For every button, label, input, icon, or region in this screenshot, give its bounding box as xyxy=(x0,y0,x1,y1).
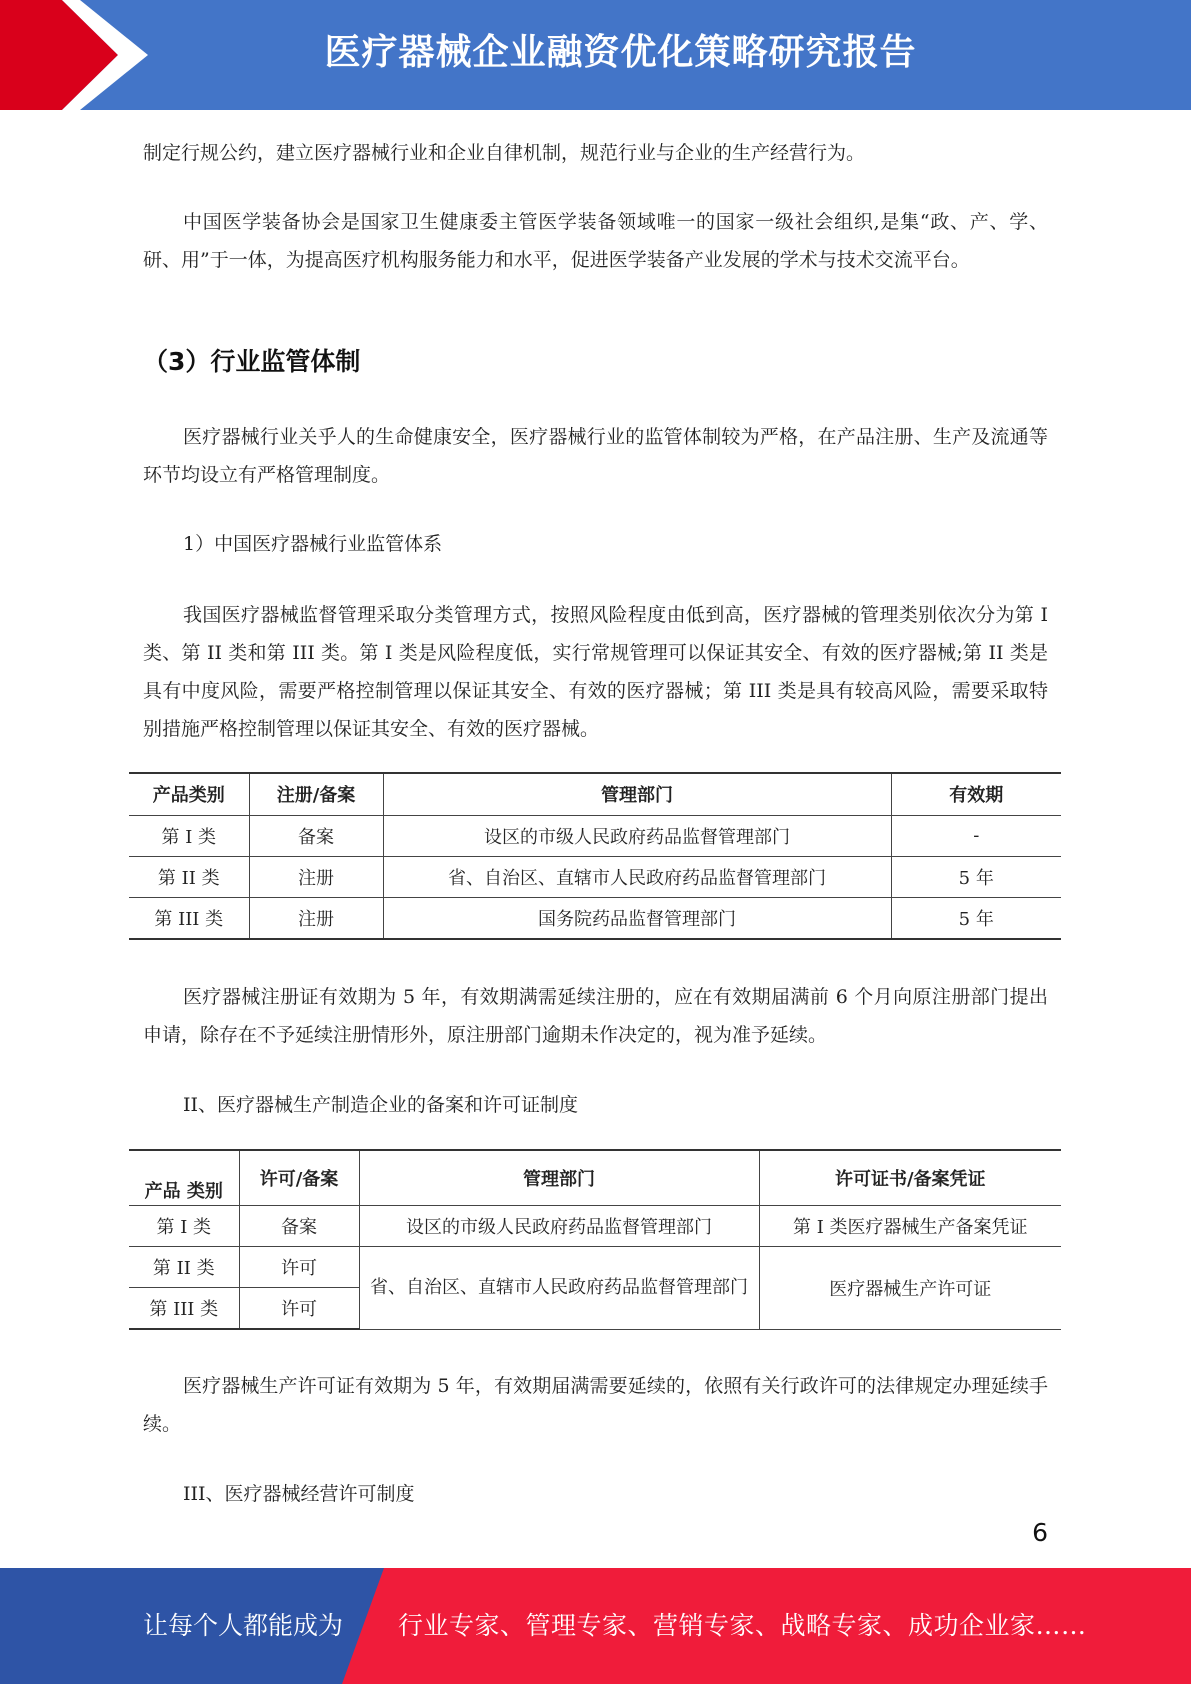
header-arrow-decoration xyxy=(0,0,160,110)
subheading-3: III、医疗器械经营许可制度 xyxy=(183,1483,415,1505)
table-cell: - xyxy=(891,815,1061,856)
table-row xyxy=(129,815,1061,856)
table-cell: 注册 xyxy=(249,856,383,897)
page-header xyxy=(0,0,1191,110)
table-row xyxy=(129,1205,1061,1246)
paragraph-5: 我国医疗器械监督管理采取分类管理方式，按照风险程度由低到高，医疗器械的管理类别依次分为第 I 类、第 II 类和第 III 类。第 I 类是风险程度低，实行常规管理可以保证其安全、有效的医疗器械;第 II 类是具有中度风险，需要严格控制管理以保证其安全、有效的医疗器械；第 III 类是具有较高风险，需要采取特别措施严格控制管理以保证其安全、有效的医疗器械。 xyxy=(143,604,1048,740)
table-cell: 第 I 类 xyxy=(129,815,249,856)
table-row xyxy=(129,1246,1061,1287)
table-header-cell: 管理部门 xyxy=(383,773,891,815)
page-number: 6 xyxy=(1032,1518,1048,1547)
subheading-1: 1）中国医疗器械行业监管体系 xyxy=(183,533,443,555)
table-cell: 第 I 类 xyxy=(129,1205,239,1246)
table-header-row xyxy=(129,773,1061,815)
table-header-cell: 许可/备案 xyxy=(239,1150,359,1205)
table-cell: 注册 xyxy=(249,897,383,939)
table-cell: 第 III 类 xyxy=(129,897,249,939)
table-header-cell: 有效期 xyxy=(891,773,1061,815)
table-cell: 许可 xyxy=(239,1246,359,1287)
paragraph-2: 中国医学装备协会是国家卫生健康委主管医学装备领域唯一的国家一级社会组织,是集“政、产、学、研、用”于一体，为提高医疗机构服务能力和水平，促进医学装备产业发展的学术与技术交流平台。 xyxy=(143,211,1048,271)
subheading-2: II、医疗器械生产制造企业的备案和许可证制度 xyxy=(183,1094,579,1116)
table-cell: 设区的市级人民政府药品监督管理部门 xyxy=(383,815,891,856)
paragraph-6: 医疗器械注册证有效期为 5 年，有效期满需延续注册的，应在有效期届满前 6 个月向原注册部门提出申请，除存在不予延续注册情形外，原注册部门逾期未作决定的，视为准予延续。 xyxy=(143,986,1048,1046)
paragraph-1: 制定行规公约，建立医疗器械行业和企业自律机制，规范行业与企业的生产经营行为。 xyxy=(143,142,866,164)
table-cell: 许可 xyxy=(239,1287,359,1329)
table-header-cell: 许可证书/备案凭证 xyxy=(759,1150,1061,1205)
table-header-cell: 注册/备案 xyxy=(249,773,383,815)
table-cell: 国务院药品监督管理部门 xyxy=(383,897,891,939)
table-cell: 5 年 xyxy=(891,897,1061,939)
report-title: 医疗器械企业融资优化策略研究报告 xyxy=(324,32,917,73)
table-row xyxy=(129,856,1061,897)
table-cell: 第 II 类 xyxy=(129,1246,239,1287)
page-footer xyxy=(0,1568,1191,1684)
footer-slogan-left: 让每个人都能成为 xyxy=(143,1611,344,1640)
registration-table xyxy=(129,772,1061,940)
table-header-row xyxy=(129,1150,1061,1205)
table-row xyxy=(129,897,1061,939)
table-cell: 备案 xyxy=(239,1205,359,1246)
table-cell: 医疗器械生产许可证 xyxy=(759,1246,1061,1329)
table-cell: 省、自治区、直辖市人民政府药品监督管理部门 xyxy=(359,1246,759,1329)
footer-slogan-right: 行业专家、管理专家、营销专家、战略专家、成功企业家…… xyxy=(398,1611,1087,1640)
table-cell: 5 年 xyxy=(891,856,1061,897)
table-header-cell: 管理部门 xyxy=(359,1150,759,1205)
production-license-table xyxy=(129,1149,1061,1330)
table-cell: 第 I 类医疗器械生产备案凭证 xyxy=(759,1205,1061,1246)
section-title: （3）行业监管体制 xyxy=(143,347,361,376)
paragraph-3: 医疗器械行业关乎人的生命健康安全，医疗器械行业的监管体制较为严格，在产品注册、生产及流通等环节均设立有严格管理制度。 xyxy=(143,426,1048,486)
table-cell: 备案 xyxy=(249,815,383,856)
table-cell: 省、自治区、直辖市人民政府药品监督管理部门 xyxy=(383,856,891,897)
table-cell: 设区的市级人民政府药品监督管理部门 xyxy=(359,1205,759,1246)
table-header-cell: 产品 类别 xyxy=(129,1150,239,1205)
table-header-cell: 产品类别 xyxy=(129,773,249,815)
paragraph-8: 医疗器械生产许可证有效期为 5 年，有效期届满需要延续的，依照有关行政许可的法律规定办理延续手续。 xyxy=(143,1375,1048,1435)
table-cell: 第 II 类 xyxy=(129,856,249,897)
table-cell: 第 III 类 xyxy=(129,1287,239,1329)
